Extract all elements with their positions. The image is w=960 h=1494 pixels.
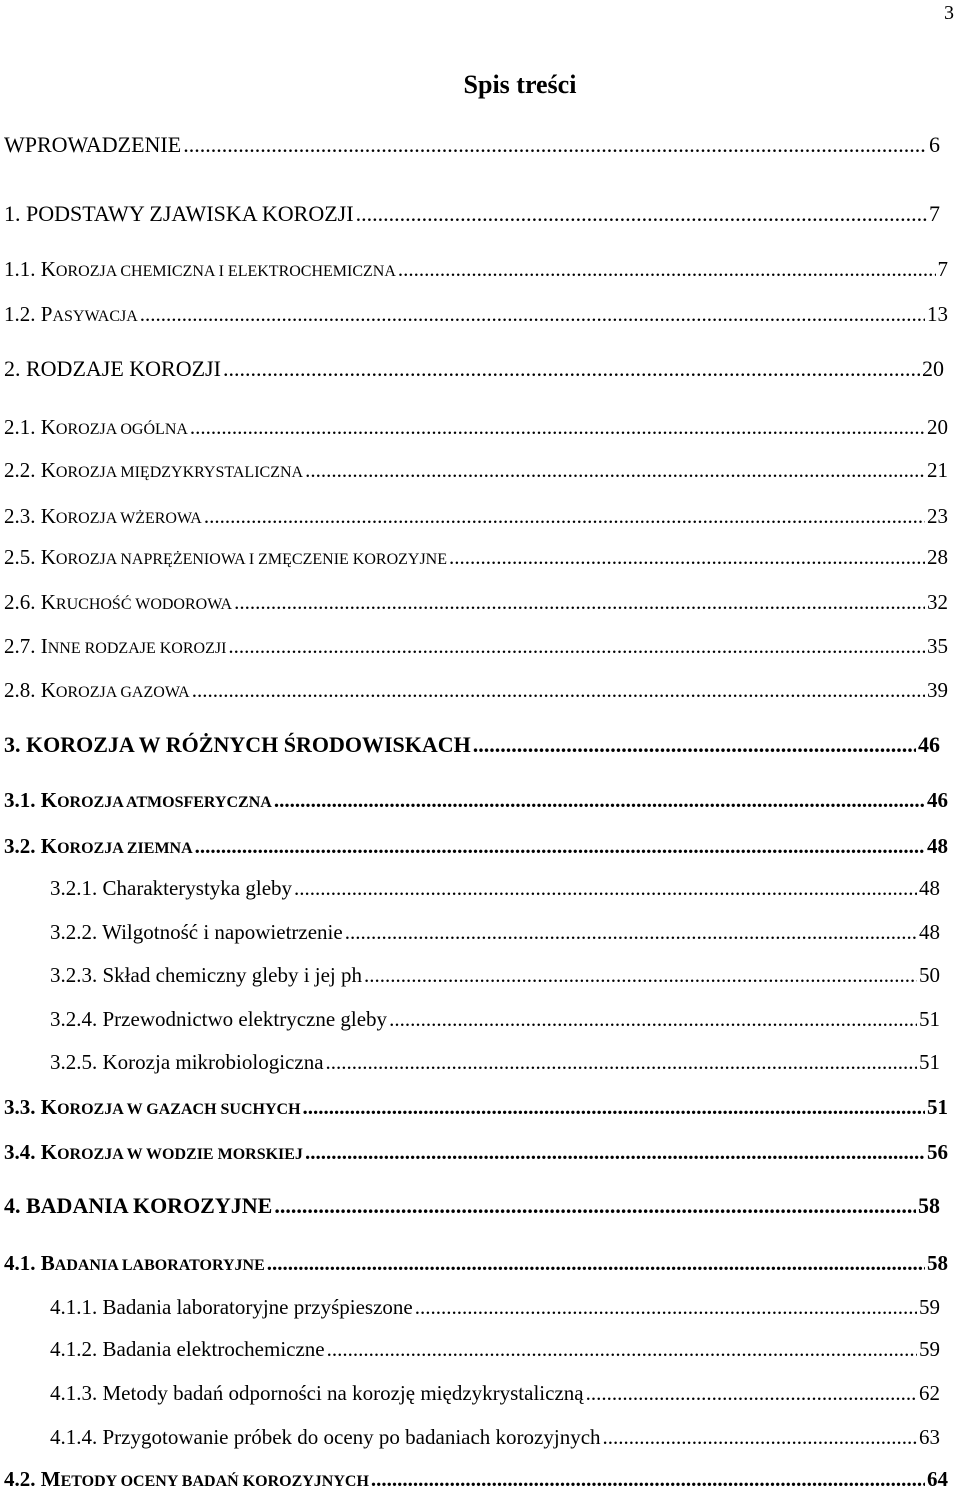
- toc-entry-label: 3.2.4. Przewodnictwo elektryczne gleby: [50, 1007, 388, 1031]
- toc-entry-label: 2.8. KOROZJA GAZOWA: [4, 678, 190, 702]
- dot-leader: [294, 876, 917, 901]
- toc-entry-label: 3.2. KOROZJA ZIEMNA: [4, 834, 193, 858]
- toc-entry-1-1[interactable]: [4, 257, 948, 282]
- toc-entry-page: 7: [929, 201, 940, 226]
- toc-entry-chapter-1[interactable]: [4, 201, 940, 227]
- dot-leader: [473, 732, 916, 758]
- toc-entry-page: 48: [927, 834, 948, 858]
- dot-leader: [371, 1467, 925, 1492]
- dot-leader: [204, 504, 925, 529]
- toc-entry-chapter-4[interactable]: [4, 1193, 940, 1219]
- dot-leader: [192, 678, 925, 703]
- dot-leader: [305, 1140, 925, 1165]
- toc-entry-introduction[interactable]: [4, 132, 940, 158]
- toc-entry-2-8[interactable]: [4, 678, 948, 703]
- dot-leader: [356, 201, 927, 227]
- toc-entry-3-2-2[interactable]: [50, 920, 940, 945]
- toc-entry-label: 4.1.3. Metody badań odporności na korozję międzykrystaliczną: [50, 1381, 584, 1405]
- dot-leader: [228, 634, 925, 659]
- dot-leader: [326, 1050, 917, 1075]
- dot-leader: [327, 1337, 917, 1362]
- dot-leader: [345, 920, 917, 945]
- toc-entry-label: 4.1.1. Badania laboratoryjne przyśpieszone: [50, 1295, 413, 1319]
- dot-leader: [586, 1381, 917, 1406]
- toc-entry-4-1-1[interactable]: [50, 1295, 940, 1320]
- toc-entry-label: 2.2. KOROZJA MIĘDZYKRYSTALICZNA: [4, 458, 304, 482]
- dot-leader: [234, 590, 925, 615]
- toc-entry-4-1[interactable]: [4, 1251, 948, 1276]
- toc-entry-page: 39: [927, 678, 948, 702]
- toc-entry-4-2[interactable]: [4, 1467, 948, 1492]
- toc-entry-label: 1. PODSTAWY ZJAWISKA KOROZJI: [4, 201, 354, 226]
- dot-leader: [398, 257, 936, 282]
- toc-entry-label: 3.3. KOROZJA W GAZACH SUCHYCH: [4, 1095, 301, 1119]
- dot-leader: [305, 458, 925, 483]
- toc-entry-label: 3.2.5. Korozja mikrobiologiczna: [50, 1050, 324, 1074]
- toc-entry-label: 1.1. KOROZJA CHEMICZNA I ELEKTROCHEMICZNA: [4, 257, 396, 281]
- toc-entry-page: 13: [927, 302, 948, 326]
- toc-entry-label: 4.2. METODY OCENY BADAŃ KOROZYJNYCH: [4, 1467, 369, 1491]
- toc-entry-page: 58: [927, 1251, 948, 1275]
- toc-entry-label: 2.5. KOROZJA NAPRĘŻENIOWA I ZMĘCZENIE KOROZYJNE: [4, 545, 448, 569]
- toc-entry-page: 59: [919, 1295, 940, 1319]
- toc-entry-3-3[interactable]: [4, 1095, 948, 1120]
- toc-entry-label: 1.2. PASYWACJA: [4, 302, 138, 326]
- toc-entry-label: 3.1. KOROZJA ATMOSFERYCZNA: [4, 788, 272, 812]
- toc-entry-label: 3.2.1. Charakterystyka gleby: [50, 876, 293, 900]
- dot-leader: [274, 1193, 916, 1219]
- dot-leader: [415, 1295, 917, 1320]
- dot-leader: [274, 788, 925, 813]
- dot-leader: [303, 1095, 925, 1120]
- toc-entry-3-2-1[interactable]: [50, 876, 940, 901]
- toc-entry-2-3[interactable]: [4, 504, 948, 529]
- toc-entry-2-1[interactable]: [4, 415, 948, 440]
- toc-entry-page: 58: [918, 1193, 940, 1218]
- dot-leader: [364, 963, 917, 988]
- dot-leader: [267, 1251, 925, 1276]
- toc-entry-3-1[interactable]: [4, 788, 948, 813]
- toc-entry-1-2[interactable]: [4, 302, 948, 327]
- toc-entry-4-1-2[interactable]: [50, 1337, 940, 1362]
- page-number: 3: [944, 2, 954, 24]
- dot-leader: [195, 834, 925, 859]
- toc-entry-page: 62: [919, 1381, 940, 1405]
- dot-leader: [140, 302, 925, 327]
- dot-leader: [389, 1007, 917, 1032]
- toc-entry-page: 48: [919, 920, 940, 944]
- toc-entry-page: 20: [927, 415, 948, 439]
- toc-entry-2-2[interactable]: [4, 458, 948, 483]
- toc-entry-2-5[interactable]: [4, 545, 948, 570]
- toc-entry-4-1-4[interactable]: [50, 1425, 940, 1450]
- dot-leader: [603, 1425, 917, 1450]
- toc-entry-page: 48: [919, 876, 940, 900]
- toc-entry-page: 50: [919, 963, 940, 987]
- toc-entry-label: 4.1.2. Badania elektrochemiczne: [50, 1337, 325, 1361]
- toc-entry-page: 63: [919, 1425, 940, 1449]
- toc-entry-label: 3.4. KOROZJA W WODZIE MORSKIEJ: [4, 1140, 303, 1164]
- toc-entry-page: 35: [927, 634, 948, 658]
- toc-entry-page: 51: [927, 1095, 948, 1119]
- toc-entry-3-4[interactable]: [4, 1140, 948, 1165]
- toc-entry-page: 46: [918, 732, 940, 757]
- toc-entry-3-2-5[interactable]: [50, 1050, 940, 1075]
- toc-entry-label: 3. KOROZJA W RÓŻNYCH ŚRODOWISKACH: [4, 732, 471, 757]
- toc-entry-chapter-2[interactable]: [4, 356, 944, 382]
- toc-entry-3-2[interactable]: [4, 834, 948, 859]
- toc-entry-4-1-3[interactable]: [50, 1381, 940, 1406]
- toc-entry-label: 4. BADANIA KOROZYJNE: [4, 1193, 273, 1218]
- toc-entry-page: 51: [919, 1007, 940, 1031]
- toc-title: Spis treści: [463, 70, 577, 99]
- toc-entry-label: 2. RODZAJE KOROZJI: [4, 356, 221, 381]
- toc-entry-page: 51: [919, 1050, 940, 1074]
- toc-entry-label: 2.1. KOROZJA OGÓLNA: [4, 415, 188, 439]
- toc-entry-chapter-3[interactable]: [4, 732, 940, 758]
- toc-entry-label: 2.3. KOROZJA WŻEROWA: [4, 504, 202, 528]
- toc-entry-2-6[interactable]: [4, 590, 948, 615]
- toc-entry-2-7[interactable]: [4, 634, 948, 659]
- dot-leader: [183, 132, 927, 158]
- toc-entry-label: 3.2.2. Wilgotność i napowietrzenie: [50, 920, 343, 944]
- toc-entry-label: 4.1.4. Przygotowanie próbek do oceny po badaniach korozyjnych: [50, 1425, 601, 1449]
- dot-leader: [449, 545, 925, 570]
- toc-entry-3-2-4[interactable]: [50, 1007, 940, 1032]
- toc-entry-page: 56: [927, 1140, 948, 1164]
- toc-entry-label: WPROWADZENIE: [4, 132, 182, 157]
- dot-leader: [223, 356, 920, 382]
- toc-entry-label: 2.6. KRUCHOŚĆ WODOROWA: [4, 590, 233, 614]
- toc-entry-label: 4.1. BADANIA LABORATORYJNE: [4, 1251, 265, 1275]
- dot-leader: [190, 415, 925, 440]
- toc-entry-page: 32: [927, 590, 948, 614]
- toc-entry-page: 7: [937, 257, 948, 281]
- toc-entry-page: 6: [929, 132, 940, 157]
- toc-entry-label: 2.7. INNE RODZAJE KOROZJI: [4, 634, 227, 658]
- toc-entry-page: 28: [927, 545, 948, 569]
- toc-entry-page: 23: [927, 504, 948, 528]
- toc-entry-page: 64: [927, 1467, 948, 1491]
- toc-entry-page: 20: [922, 356, 944, 381]
- toc-entry-page: 21: [927, 458, 948, 482]
- toc-entry-label: 3.2.3. Skład chemiczny gleby i jej ph: [50, 963, 363, 987]
- toc-entry-page: 46: [927, 788, 948, 812]
- toc-entry-page: 59: [919, 1337, 940, 1361]
- toc-entry-3-2-3[interactable]: [50, 963, 940, 988]
